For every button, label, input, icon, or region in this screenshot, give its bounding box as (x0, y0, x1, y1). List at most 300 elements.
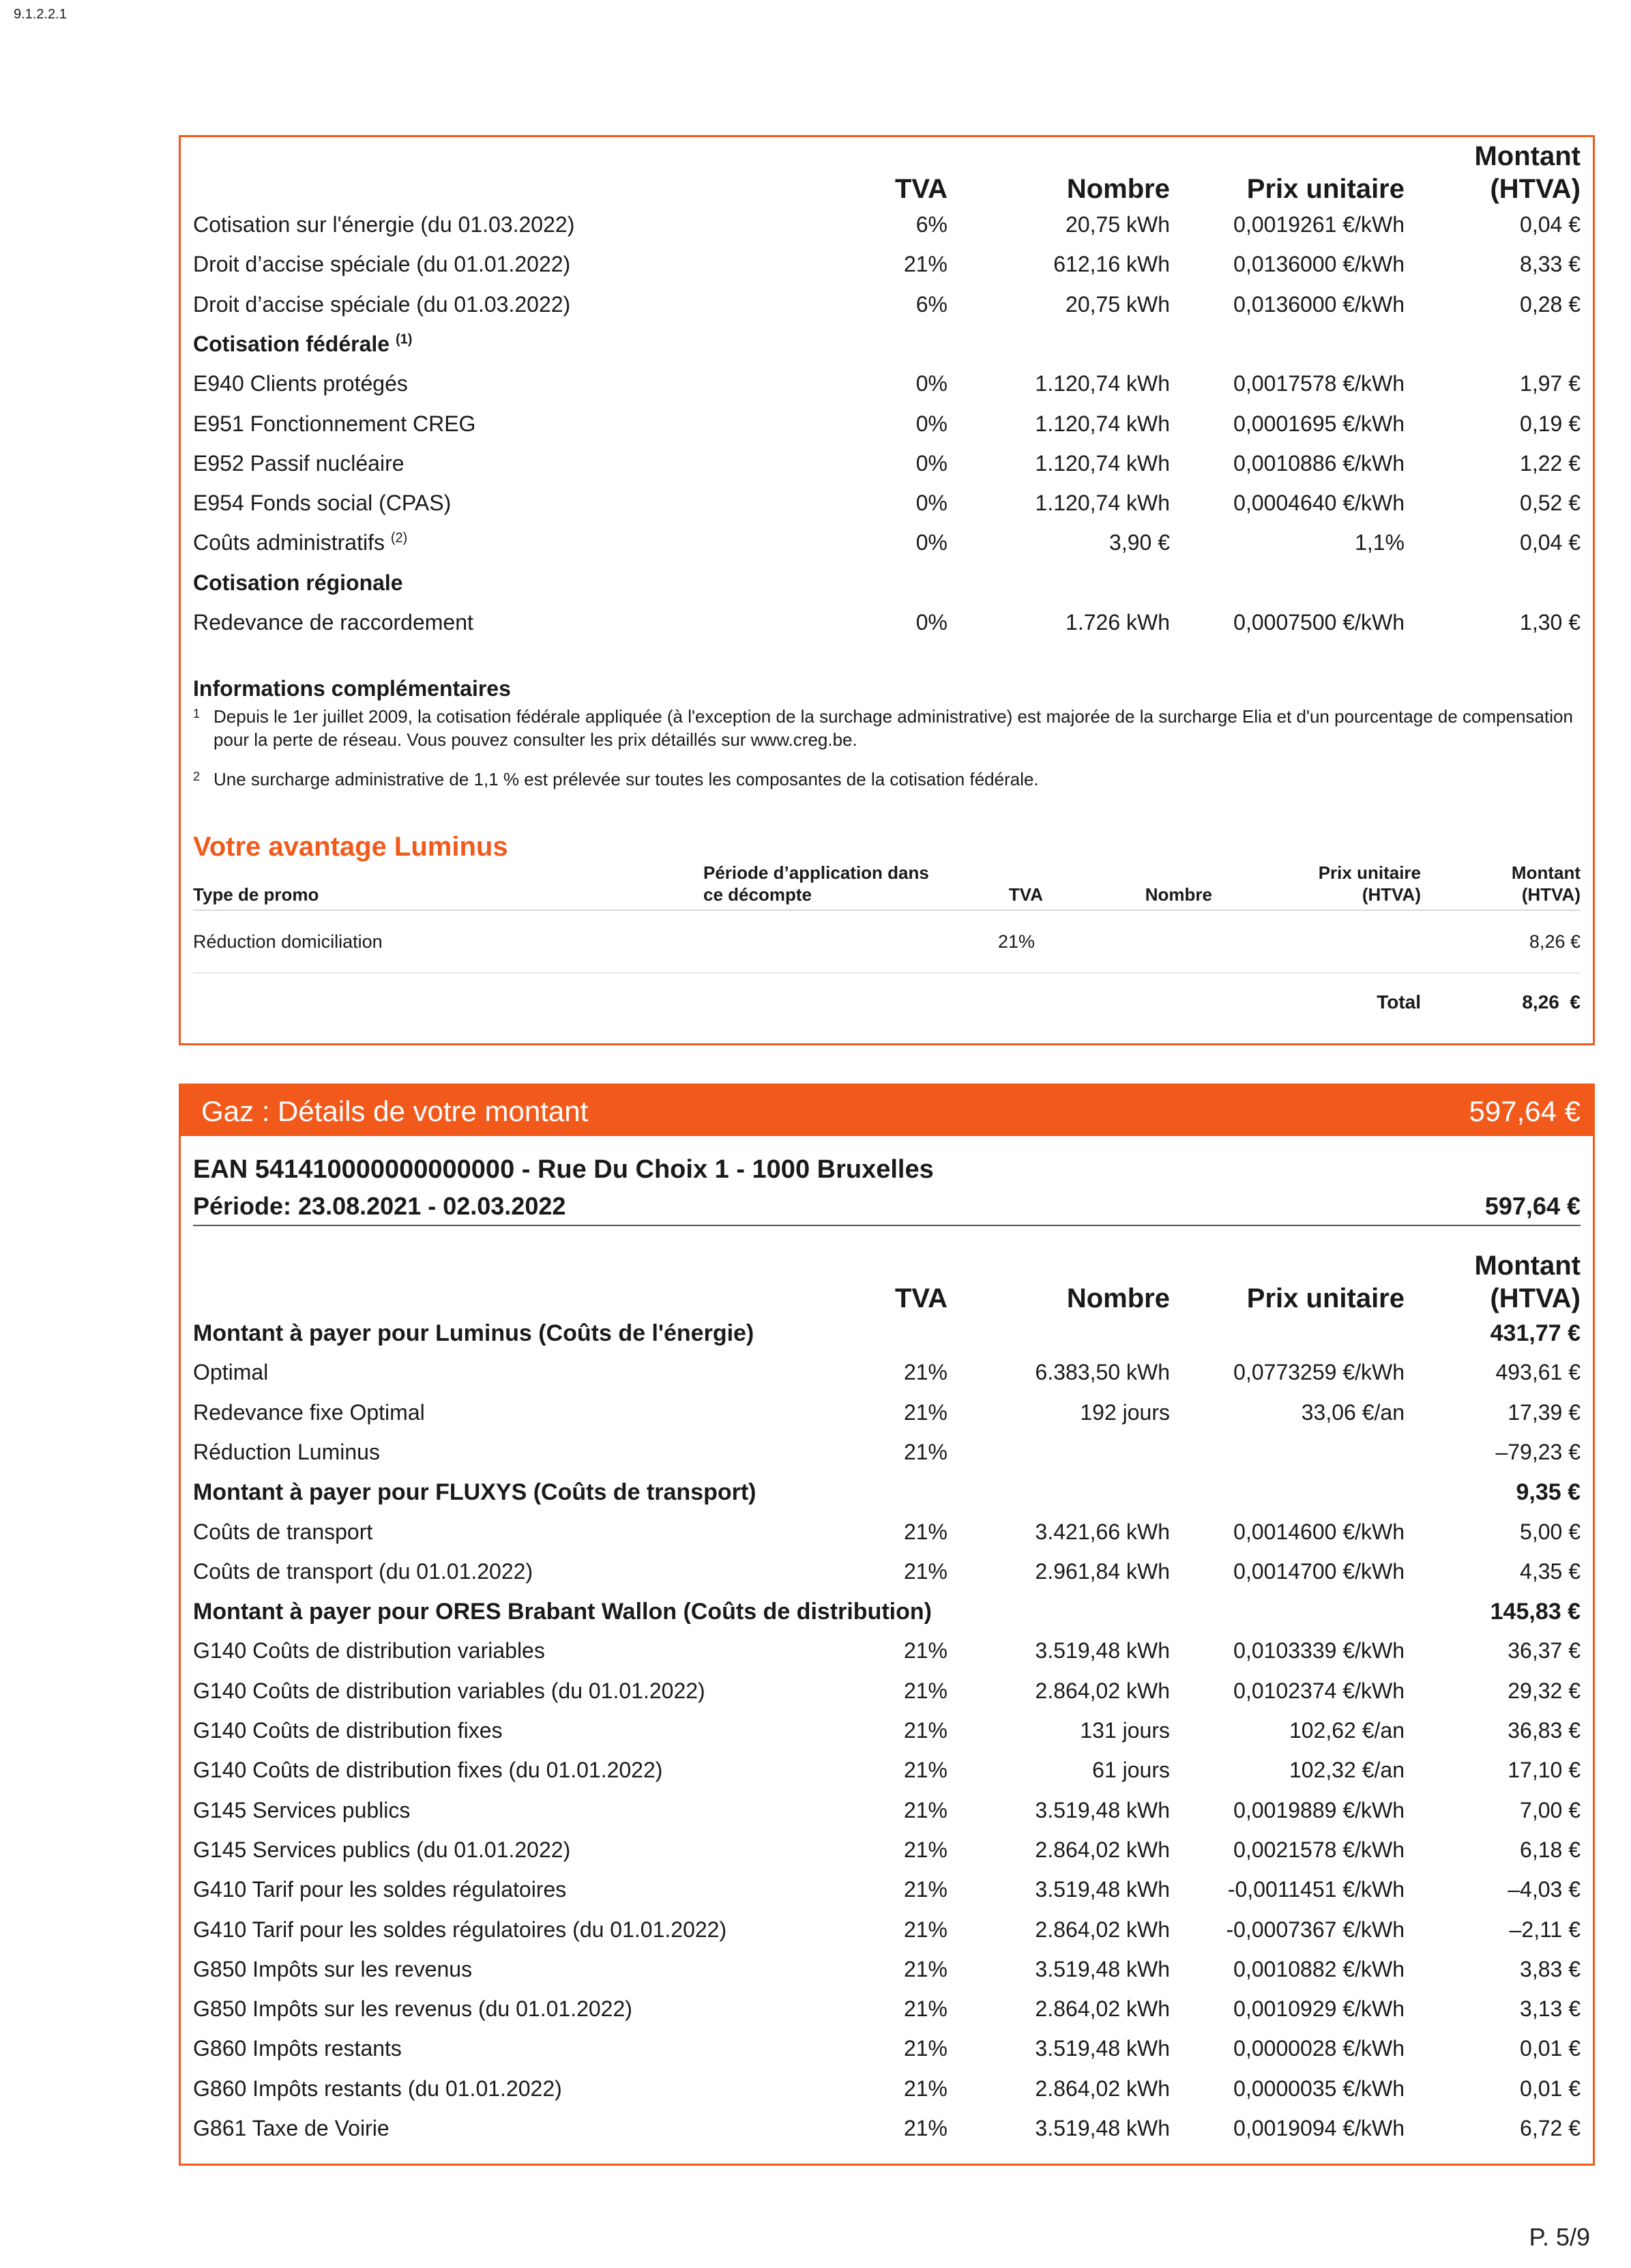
row-nombre (1080, 1718, 1170, 1743)
row-nombre-text: 3.421,66 kWh (1035, 1519, 1170, 1544)
row-prix-unitaire-text: 0,0019889 €/kWh (1233, 1797, 1405, 1822)
gas-header-tva: TVA (894, 1283, 947, 1313)
row-prix-unitaire-text: 102,62 €/an (1289, 1718, 1405, 1743)
row-montant (1520, 1957, 1581, 1982)
row-prix-unitaire-text: 0,0773259 €/kWh (1233, 1360, 1405, 1385)
header-nombre: Nombre (1066, 174, 1170, 204)
row-label (193, 1718, 503, 1743)
table-row (193, 1917, 1581, 1945)
periode-line (193, 1192, 1581, 1226)
row-tva-text: 21% (903, 1758, 947, 1783)
row-label (193, 451, 405, 476)
row-tva-text: 21% (903, 252, 947, 277)
row-label (193, 1996, 632, 2022)
row-montant-text: 36,83 € (1508, 1718, 1581, 1743)
row-label-text: Droit d’accise spéciale (du 01.01.2022) (193, 252, 571, 277)
row-tva-text: 21% (903, 1996, 947, 2022)
ean-address: EAN 541410000000000000 - Rue Du Choix 1 - 1000 Bruxelles (193, 1155, 934, 1184)
table-row (193, 1440, 1581, 1467)
table-row (193, 1638, 1581, 1666)
row-label-text: G140 Coûts de distribution fixes (193, 1718, 503, 1743)
footnote-1-number: 1 (193, 707, 201, 721)
row-montant-text: –2,11 € (1509, 1917, 1581, 1942)
row-montant (1520, 530, 1581, 555)
table-row (193, 1678, 1581, 1706)
row-montant (1495, 1360, 1581, 1385)
row-tva (916, 491, 947, 516)
row-prix-unitaire-text: 0,0021578 €/kWh (1233, 1837, 1405, 1862)
row-label (193, 491, 451, 516)
row-montant (1520, 371, 1581, 396)
row-tva-text: 21% (903, 2076, 947, 2101)
row-prix-unitaire (1233, 371, 1405, 396)
row-label (193, 1877, 566, 1902)
table-row (193, 371, 1581, 398)
row-nombre-text: 1.120,74 kWh (1035, 450, 1170, 476)
row-tva-text: 0% (915, 411, 947, 436)
row-label (193, 1678, 705, 1704)
periode-amount: 597,64 € (1484, 1192, 1581, 1220)
row-nombre-text: 20,75 kWh (1066, 212, 1170, 237)
row-tva (916, 610, 947, 635)
row-montant (1520, 610, 1581, 635)
row-montant-text: 1,97 € (1520, 371, 1581, 396)
row-nombre (1035, 411, 1170, 437)
row-montant-text: 0,04 € (1520, 530, 1581, 555)
row-montant-text: 0,19 € (1520, 411, 1581, 436)
table-row (193, 2036, 1581, 2063)
row-nombre (1035, 1559, 1170, 1584)
row-montant-text: 6,18 € (1520, 1837, 1581, 1862)
row-label (193, 1798, 410, 1823)
row-tva-text: 21% (903, 1439, 947, 1464)
row-nombre (1035, 1996, 1170, 2022)
row-montant-text: 493,61 € (1495, 1360, 1581, 1385)
row-nombre-text: 2.864,02 kWh (1035, 2076, 1170, 2101)
footnote-2-text: Une surcharge administrative de 1,1 % est prélevée sur toutes les composantes de la cotisation fédérale. (214, 769, 1039, 789)
section-row (193, 332, 1581, 359)
table-row (193, 252, 1581, 279)
row-nombre (1035, 491, 1170, 516)
row-prix-unitaire-text: 0,0017578 €/kWh (1233, 371, 1405, 396)
row-prix-unitaire-text: 102,32 €/an (1289, 1758, 1405, 1783)
row-montant-text: 0,04 € (1520, 212, 1581, 237)
row-montant (1520, 212, 1581, 237)
row-label-text: Droit d’accise spéciale (du 01.03.2022) (193, 291, 571, 317)
row-montant-text: –79,23 € (1495, 1439, 1581, 1464)
row-montant-text: 0,01 € (1520, 2076, 1581, 2101)
row-tva (904, 1678, 947, 1704)
row-montant (1520, 2076, 1581, 2102)
gas-header-nombre: Nombre (1066, 1283, 1170, 1313)
row-label (193, 1957, 472, 1982)
row-tva (904, 1957, 947, 1982)
row-prix-unitaire-text: 0,0007500 €/kWh (1233, 610, 1405, 635)
row-label (193, 212, 574, 237)
row-prix-unitaire (1233, 411, 1405, 437)
row-prix-unitaire-text: 0,0102374 €/kWh (1233, 1678, 1405, 1703)
row-prix-unitaire-text: -0,0011451 €/kWh (1227, 1877, 1405, 1902)
promo-header-type: Type de promo (193, 884, 319, 905)
row-label-text: G860 Impôts restants (du 01.01.2022) (193, 2076, 562, 2101)
promo-header-nombre: Nombre (1145, 884, 1212, 905)
row-label-text: E951 Fonctionnement CREG (193, 411, 476, 436)
row-prix-unitaire (1233, 1996, 1405, 2022)
row-nombre-text: 3.519,48 kWh (1035, 1956, 1170, 1981)
row-label (193, 1837, 570, 1863)
row-tva (916, 451, 947, 476)
row-label (193, 411, 475, 437)
row-montant (1510, 1917, 1581, 1943)
row-label-text: E954 Fonds social (CPAS) (193, 491, 452, 516)
row-prix-unitaire-text: 0,0019261 €/kWh (1233, 212, 1405, 237)
row-nombre-text: 1.120,74 kWh (1035, 371, 1170, 396)
row-montant-text: 6,72 € (1520, 2116, 1581, 2140)
row-tva (904, 1798, 947, 1823)
row-prix-unitaire (1233, 1559, 1405, 1584)
table-row (193, 1877, 1581, 1904)
row-label-text: G850 Impôts sur les revenus (du 01.01.2022) (193, 1996, 632, 2022)
row-tva-text: 21% (903, 1877, 947, 1902)
row-label (193, 1320, 754, 1347)
row-label-text: E940 Clients protégés (193, 371, 408, 396)
row-label-text: G861 Taxe de Voirie (193, 2116, 390, 2140)
row-label-text: Redevance de raccordement (193, 610, 473, 635)
row-prix-unitaire (1233, 491, 1405, 516)
row-montant (1520, 1559, 1581, 1584)
row-label (193, 332, 412, 357)
row-tva (904, 2036, 947, 2061)
row-label (193, 371, 408, 396)
row-montant-text: 0,01 € (1520, 2036, 1581, 2061)
row-label-text: Coûts administratifs (193, 530, 385, 555)
row-nombre-text: 1.120,74 kWh (1035, 411, 1170, 436)
row-tva (904, 1996, 947, 2022)
footnote-1-text: Depuis le 1er juillet 2009, la cotisation fédérale appliquée (à l'exception de la surchage administrative) est majorée de la surcharge Elia et d'un pourcentage de compensation pour la perte de réseau. Vous pouvez consulter les prix détaillés sur www.creg.be. (214, 706, 1573, 750)
footnote-ref: (1) (395, 332, 413, 347)
row-prix-unitaire (1233, 1638, 1405, 1663)
row-prix-unitaire-text: 0,0019094 €/kWh (1233, 2116, 1405, 2140)
row-label (193, 530, 407, 555)
row-montant (1520, 252, 1581, 277)
row-nombre-text: 61 jours (1092, 1758, 1170, 1783)
row-prix-unitaire-text: 0,0004640 €/kWh (1233, 491, 1405, 516)
row-montant-text: 17,10 € (1508, 1758, 1581, 1783)
row-nombre-text: 1.726 kWh (1066, 610, 1170, 635)
row-tva-text: 21% (903, 1956, 947, 1981)
row-tva (916, 371, 947, 396)
row-nombre-text: 20,75 kWh (1066, 291, 1170, 317)
promo-header-periode-1: Période d’application dans (703, 862, 929, 883)
row-montant (1516, 1479, 1581, 1506)
row-tva-text: 21% (903, 1638, 947, 1663)
row-montant (1495, 1440, 1581, 1465)
row-prix-unitaire (1226, 1917, 1405, 1943)
row-prix-unitaire-text: 1,1% (1355, 530, 1405, 555)
row-label-text: Cotisation fédérale (193, 331, 390, 356)
row-tva-text: 21% (903, 1399, 947, 1425)
row-prix-unitaire-text: 0,0010929 €/kWh (1233, 1996, 1405, 2022)
gas-title: Gaz : Détails de votre montant (201, 1095, 589, 1127)
row-montant (1490, 1599, 1581, 1625)
row-nombre (1035, 1957, 1170, 1982)
row-montant (1520, 451, 1581, 476)
row-label-text: G850 Impôts sur les revenus (193, 1956, 473, 1981)
footnote-1 (193, 705, 1581, 753)
row-tva-text: 6% (915, 212, 947, 237)
gas-header-montant-line1: Montant (1474, 1251, 1581, 1281)
row-tva (904, 1877, 947, 1902)
row-label-text: Montant à payer pour ORES Brabant Wallon (Coûts de distribution) (193, 1599, 932, 1625)
row-prix-unitaire (1228, 1877, 1405, 1902)
row-montant (1520, 1798, 1581, 1823)
footnote-2 (193, 768, 1581, 792)
promo-header-pu-1: Prix unitaire (1318, 862, 1421, 883)
row-nombre-text: 131 jours (1080, 1718, 1170, 1743)
row-tva (916, 530, 947, 555)
row-prix-unitaire-text: 0,0014700 €/kWh (1233, 1558, 1405, 1584)
promo-total (193, 991, 1581, 1019)
table-row (193, 292, 1581, 319)
row-montant-text: 7,00 € (1520, 1797, 1581, 1822)
row-label (193, 1440, 380, 1465)
row-prix-unitaire-text: 0,0136000 €/kWh (1233, 291, 1405, 317)
gas-total-amount: 597,64 € (1469, 1095, 1581, 1127)
row-label-text: Réduction Luminus (193, 1439, 380, 1464)
row-prix-unitaire (1355, 530, 1405, 555)
table-row (193, 1996, 1581, 2024)
row-nombre-text: 2.864,02 kWh (1035, 1837, 1170, 1862)
table-row (193, 491, 1581, 518)
row-montant-text: –4,03 € (1508, 1877, 1581, 1902)
row-montant-text: 3,13 € (1520, 1996, 1581, 2022)
row-label-text: G140 Coûts de distribution variables (193, 1638, 545, 1663)
row-prix-unitaire (1289, 1718, 1405, 1743)
row-prix-unitaire (1302, 1400, 1405, 1425)
row-montant-text: 1,30 € (1520, 610, 1581, 635)
row-label-text: G410 Tarif pour les soldes régulatoires (193, 1877, 567, 1902)
row-prix-unitaire-text: 0,0014600 €/kWh (1233, 1519, 1405, 1544)
section-row (193, 1320, 1581, 1348)
row-nombre-text: 192 jours (1080, 1399, 1170, 1425)
row-tva (904, 1440, 947, 1465)
row-nombre-text: 3.519,48 kWh (1035, 1877, 1170, 1902)
table-row (193, 1957, 1581, 1984)
gas-detail-box (179, 1084, 1595, 2166)
row-tva-text: 21% (903, 1718, 947, 1743)
row-nombre-text: 612,16 kWh (1053, 252, 1170, 277)
row-tva-text: 21% (903, 1360, 947, 1385)
row-tva (904, 1400, 947, 1425)
row-nombre-text: 3.519,48 kWh (1035, 1638, 1170, 1663)
table-row (193, 530, 1581, 557)
row-prix-unitaire-text: 0,0103339 €/kWh (1233, 1638, 1405, 1663)
promo-header-tva: TVA (1008, 884, 1043, 905)
row-montant-text: 0,28 € (1520, 291, 1581, 317)
row-tva-text: 21% (903, 2116, 947, 2140)
table-row (193, 2076, 1581, 2104)
row-prix-unitaire (1233, 1798, 1405, 1823)
row-montant-text: 3,83 € (1520, 1956, 1581, 1981)
row-prix-unitaire-text: 0,0010882 €/kWh (1233, 1956, 1405, 1981)
row-nombre (1035, 2076, 1170, 2102)
row-montant (1508, 1718, 1581, 1743)
row-tva-text: 0% (915, 491, 947, 516)
row-montant (1508, 1638, 1581, 1663)
row-label (193, 570, 403, 596)
row-prix-unitaire-text: 0,0000035 €/kWh (1233, 2076, 1405, 2101)
row-nombre (1035, 1798, 1170, 1823)
row-label-text: Coûts de transport (193, 1519, 373, 1544)
promo-header-periode-2: ce décompte (703, 884, 812, 905)
table-row (193, 1798, 1581, 1825)
row-prix-unitaire (1233, 212, 1405, 237)
electricity-detail-box (179, 135, 1595, 1045)
promo-row-tva: 21% (997, 931, 1035, 952)
row-label-text: Cotisation sur l'énergie (du 01.03.2022) (193, 212, 575, 237)
row-prix-unitaire-text: 0,0001695 €/kWh (1233, 411, 1405, 436)
row-label (193, 610, 473, 635)
row-nombre-text: 3.519,48 kWh (1035, 1797, 1170, 1822)
row-label-text: G145 Services publics (du 01.01.2022) (193, 1837, 571, 1862)
row-tva-text: 21% (903, 2036, 947, 2061)
row-prix-unitaire (1233, 1678, 1405, 1704)
row-tva (904, 1917, 947, 1943)
row-label (193, 1479, 756, 1506)
row-nombre-text: 2.961,84 kWh (1035, 1558, 1170, 1584)
row-montant (1508, 1400, 1581, 1425)
row-label (193, 1400, 425, 1425)
table-row (193, 1837, 1581, 1865)
row-label-text: Montant à payer pour Luminus (Coûts de l'énergie) (193, 1320, 754, 1346)
row-tva (916, 212, 947, 237)
row-montant (1520, 1520, 1581, 1545)
row-label (193, 2036, 402, 2061)
row-montant-text: 5,00 € (1520, 1519, 1581, 1544)
row-montant-text: 145,83 € (1490, 1599, 1581, 1625)
row-tva-text: 21% (903, 1917, 947, 1942)
table-row (193, 2116, 1581, 2143)
gas-table-header (193, 1247, 1581, 1315)
row-montant-text: 1,22 € (1520, 450, 1581, 476)
row-prix-unitaire (1233, 1957, 1405, 1982)
row-prix-unitaire (1233, 2036, 1405, 2061)
table-row (193, 1718, 1581, 1745)
section-row (193, 1479, 1581, 1507)
row-nombre (1035, 1520, 1170, 1545)
document-code: 9.1.2.2.1 (14, 7, 67, 22)
row-nombre (1092, 1758, 1170, 1783)
periode: Période: 23.08.2021 - 02.03.2022 (193, 1192, 566, 1220)
row-label-text: G140 Coûts de distribution variables (du 01.01.2022) (193, 1678, 705, 1703)
row-nombre (1035, 1678, 1170, 1704)
row-tva (904, 1638, 947, 1663)
row-label (193, 1559, 533, 1584)
table-row (193, 411, 1581, 439)
row-tva-text: 21% (903, 1519, 947, 1544)
footnote-2-number: 2 (193, 770, 201, 783)
row-prix-unitaire (1233, 1520, 1405, 1545)
row-label-text: Optimal (193, 1360, 269, 1385)
header-montant (1474, 140, 1581, 205)
row-prix-unitaire-text: 0,0010886 €/kWh (1233, 450, 1405, 476)
row-label (193, 1758, 662, 1783)
row-label (193, 1638, 545, 1663)
table-row (193, 1758, 1581, 1785)
row-tva (904, 1559, 947, 1584)
row-montant-text: 8,33 € (1520, 252, 1581, 277)
row-nombre (1066, 610, 1170, 635)
row-tva-text: 21% (903, 1678, 947, 1703)
row-tva (904, 2116, 947, 2141)
row-nombre (1053, 252, 1170, 277)
table-header (193, 137, 1581, 205)
row-montant (1520, 491, 1581, 516)
table-row (193, 1559, 1581, 1586)
row-nombre (1035, 2116, 1170, 2141)
promo-header-pu-2: (HTVA) (1362, 884, 1421, 905)
row-montant (1508, 1678, 1581, 1704)
row-prix-unitaire (1289, 1758, 1405, 1783)
header-montant-line1: Montant (1474, 141, 1581, 171)
row-tva-text: 6% (915, 291, 947, 317)
promo-row-montant: 8,26 € (1529, 931, 1581, 952)
row-prix-unitaire-text: 33,06 €/an (1301, 1399, 1405, 1425)
row-prix-unitaire (1233, 610, 1405, 635)
row-tva (904, 2076, 947, 2102)
promo-table-header (193, 863, 1581, 911)
row-nombre-text: 3,90 € (1109, 530, 1170, 555)
promo-total-value: 8,26 € (1522, 991, 1581, 1013)
promo-row-type: Réduction domiciliation (193, 931, 383, 952)
promo-header-montant-1: Montant (1511, 862, 1581, 883)
row-montant-text: 4,35 € (1520, 1558, 1581, 1584)
row-nombre (1035, 1917, 1170, 1943)
header-montant-line2: (HTVA) (1490, 174, 1581, 204)
row-label (193, 1917, 726, 1943)
row-tva (904, 1718, 947, 1743)
row-label-text: G140 Coûts de distribution fixes (du 01.01.2022) (193, 1758, 663, 1783)
row-label-text: G860 Impôts restants (193, 2036, 402, 2061)
row-montant-text: 17,39 € (1508, 1399, 1581, 1425)
row-montant (1520, 2036, 1581, 2061)
row-label (193, 2076, 562, 2102)
footnote-ref: (2) (390, 530, 408, 546)
row-montant (1520, 411, 1581, 437)
row-prix-unitaire-text: 0,0000028 €/kWh (1233, 2036, 1405, 2061)
gas-header-montant (1474, 1249, 1581, 1315)
row-nombre (1035, 1360, 1170, 1385)
row-label-text: Cotisation régionale (193, 570, 403, 595)
row-tva (904, 1360, 947, 1385)
table-row (193, 1400, 1581, 1427)
header-tva: TVA (894, 174, 947, 204)
row-prix-unitaire (1233, 292, 1405, 317)
row-tva (904, 252, 947, 277)
gas-header-prix-unitaire: Prix unitaire (1246, 1283, 1405, 1313)
row-nombre-text: 3.519,48 kWh (1035, 2116, 1170, 2140)
table-row (193, 1360, 1581, 1387)
row-label-text: Redevance fixe Optimal (193, 1399, 425, 1425)
row-label-text: Coûts de transport (du 01.01.2022) (193, 1558, 533, 1584)
row-label (193, 292, 570, 317)
row-nombre (1035, 1638, 1170, 1663)
row-montant (1520, 292, 1581, 317)
table-row (193, 212, 1581, 239)
row-nombre-text: 2.864,02 kWh (1035, 1996, 1170, 2022)
page-number: P. 5/9 (1529, 2223, 1590, 2251)
table-row (193, 610, 1581, 637)
